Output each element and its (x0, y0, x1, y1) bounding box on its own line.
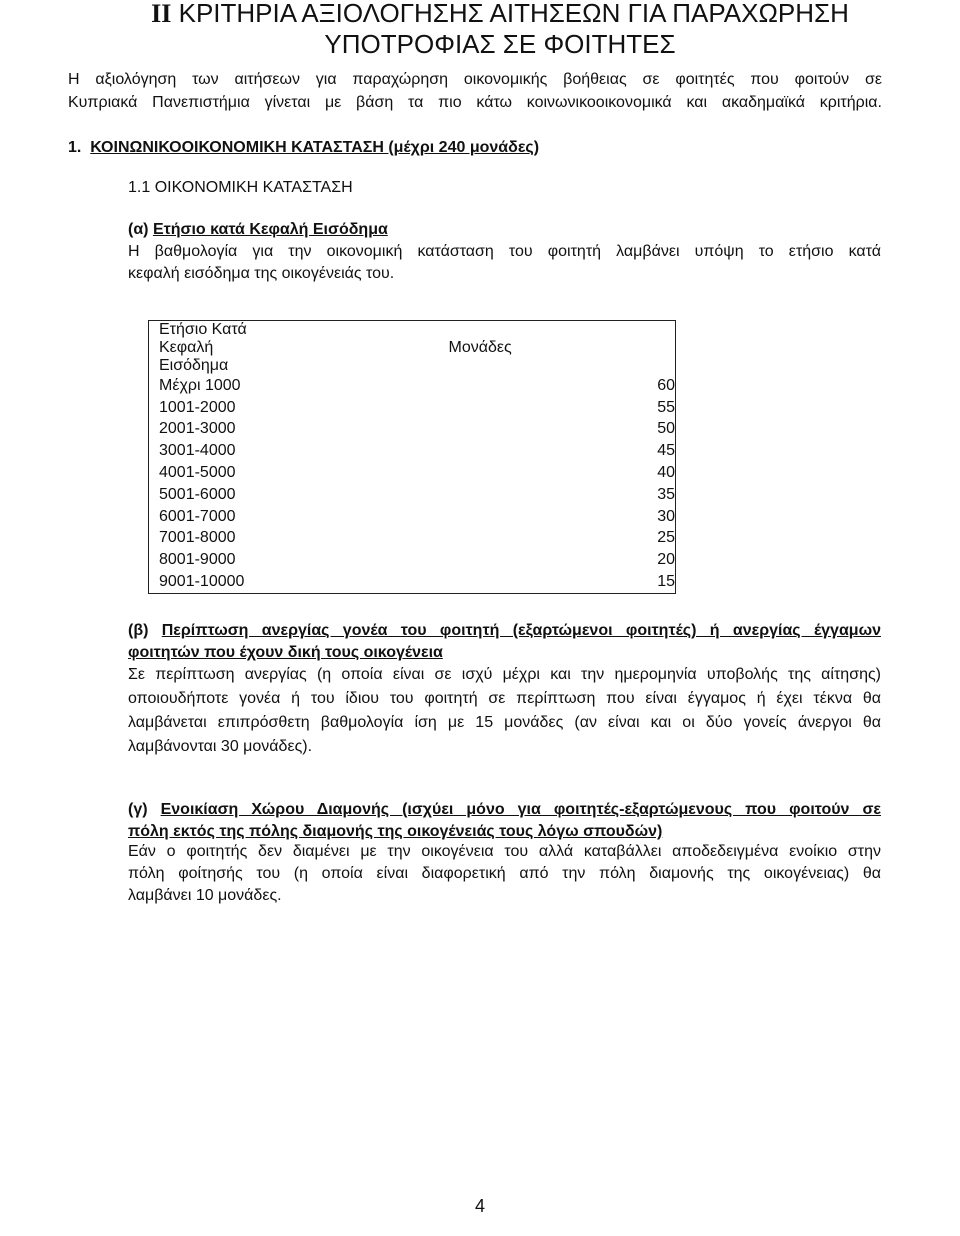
page-title (110, 0, 890, 59)
points-value: 35 (657, 485, 675, 503)
points-value: 25 (657, 529, 675, 547)
table-header-row (149, 321, 676, 376)
item-b-line-1: Σε περίπτωση ανεργίας (η οποία είναι σε ισχύ μέχρι και την ημερομηνία υποβολής της αίτησης) (128, 666, 881, 683)
points-value: 55 (657, 398, 675, 416)
item-b-heading-line-1 (128, 620, 881, 642)
table-row (149, 397, 676, 419)
points-value: 50 (657, 420, 675, 438)
item-a-line-2: κεφαλή εισόδημα της οικογένειάς του. (128, 265, 395, 282)
item-c-heading-line-2 (128, 821, 662, 843)
income-column-header: Ετήσιο Κατά Κεφαλή Εισόδημα (159, 321, 247, 374)
points-value: 60 (657, 376, 675, 394)
item-c-line-3: λαμβάνει 10 μονάδες. (128, 887, 282, 904)
points-value: 30 (657, 507, 675, 525)
section-1-1-heading: 1.1 ΟΙΚΟΝΟΜΙΚΗ ΚΑΤΑΣΤΑΣΗ (128, 179, 353, 196)
income-range: 4001-5000 (159, 464, 236, 482)
section-1-number: 1. (68, 139, 82, 156)
table-row (149, 484, 676, 506)
item-a-line-1: Η βαθμολογία για την οικονομική κατάσταση του φοιτητή λαμβάνει υπόψη το ετήσιο κατά (128, 243, 881, 260)
item-c-title-line-2: πόλη εκτός της πόλης διαμονής της οικογένειάς τους λόγω σπουδών) (128, 823, 663, 840)
intro-line-1: Η αξιολόγηση των αιτήσεων για παραχώρηση οικονομικής βοήθειας σε φοιτητές που φοιτούν σε (68, 71, 882, 88)
table-row (149, 419, 676, 441)
income-range: 3001-4000 (159, 442, 236, 460)
table-row (149, 375, 676, 397)
section-1-title: ΚΟΙΝΩΝΙΚΟΟΙΚΟΝΟΜΙΚΗ ΚΑΤΑΣΤΑΣΗ (μέχρι 240 μονάδες) (90, 139, 540, 156)
page-number: 4 (474, 1196, 485, 1216)
points-column-header: Μονάδες (448, 339, 512, 356)
item-a-label: (α) (128, 221, 153, 238)
income-points-table (148, 320, 676, 594)
item-b-line-3: λαμβάνεται επιπρόσθετη βαθμολογία ίση με 15 μονάδες (αν είναι και οι δύο γονείς άνεργοι θα (128, 714, 881, 731)
item-b-line-4: λαμβάνονται 30 μονάδες). (128, 738, 313, 755)
income-range: 1001-2000 (159, 398, 236, 416)
title-line-1: ΚΡΙΤΗΡΙΑ ΑΞΙΟΛΟΓΗΣΗΣ ΑΙΤΗΣΕΩΝ ΓΙΑ ΠΑΡΑΧΩΡΗΣΗ (178, 0, 849, 28)
item-b-heading-line-2 (128, 642, 443, 664)
income-range: 8001-9000 (159, 551, 236, 569)
table-row (149, 462, 676, 484)
title-roman-numeral: II (151, 0, 172, 28)
item-b-line-2: οποιουδήποτε γονέα ή του ίδιου του φοιτητή σε περίπτωση που είναι έγγαμος ή έχει τέκνα θα (128, 690, 881, 707)
income-range: 6001-7000 (159, 507, 236, 525)
income-range: 5001-6000 (159, 485, 236, 503)
points-value: 40 (657, 464, 675, 482)
item-a-title: Ετήσιο κατά Κεφαλή Εισόδημα (152, 221, 388, 238)
points-value: 45 (657, 442, 675, 460)
income-range: 2001-3000 (159, 420, 236, 438)
item-c-heading-line-1 (128, 799, 881, 821)
table-row (149, 506, 676, 528)
item-b-title-line-2: φοιτητών που έχουν δική τους οικογένεια (128, 644, 443, 661)
title-line-2: ΥΠΟΤΡΟΦΙΑΣ ΣΕ ΦΟΙΤΗΤΕΣ (324, 29, 676, 59)
item-c-title-line-1: Ενοικίαση Χώρου Διαμονής (ισχύει μόνο για φοιτητές-εξαρτώμενους που φοιτούν σε (160, 801, 882, 818)
income-range: 7001-8000 (159, 529, 236, 547)
item-a-heading (128, 219, 388, 241)
item-b-label: (β) (128, 622, 162, 639)
section-1-heading (68, 137, 539, 159)
item-b-title-line-1: Περίπτωση ανεργίας γονέα του φοιτητή (εξαρτώμενοι φοιτητές) ή ανεργίας έγγαμων (161, 622, 881, 639)
points-value: 15 (657, 573, 675, 591)
table-row (149, 549, 676, 571)
points-value: 20 (657, 551, 675, 569)
intro-line-2: Κυπριακά Πανεπιστήμια γίνεται με βάση τα πιο κάτω κοινωνικοοικονομικά και ακαδημαϊκά κριτήρια. (68, 94, 882, 111)
item-c-line-2: πόλη φοίτησής του (η οποία είναι διαφορετική από την πόλη διαμονής της οικογένειας) θα (128, 865, 881, 882)
item-c-line-1: Εάν ο φοιτητής δεν διαμένει με την οικογένεια του αλλά καταβάλλει αποδεδειγμένα ενοίκιο στην (128, 843, 881, 860)
table-row (149, 528, 676, 550)
income-range: 9001-10000 (159, 573, 245, 591)
table-row (149, 440, 676, 462)
item-c-label: (γ) (128, 801, 161, 818)
income-range: Μέχρι 1000 (159, 376, 241, 394)
table-row (149, 571, 676, 593)
